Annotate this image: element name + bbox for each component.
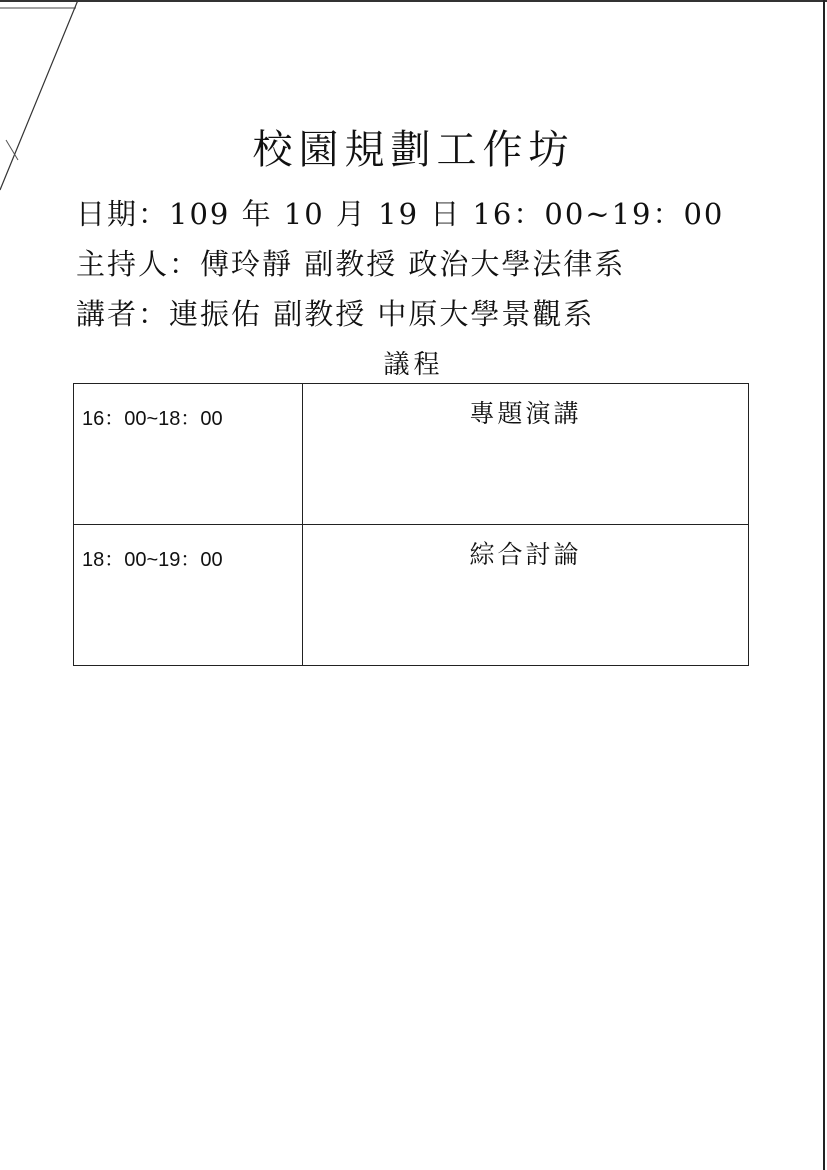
document-title: 校園規劃工作坊 (252, 127, 575, 173)
event-speaker: 講者：連振佑 副教授 中原大學景觀系 (76, 297, 595, 331)
table-row (74, 384, 749, 525)
agenda-time: 18：00~19：00 (82, 549, 223, 571)
page-top-edge (0, 0, 827, 2)
agenda-topic-cell (303, 525, 749, 666)
table-row (74, 525, 749, 666)
event-date: 日期：109 年 10 月 19 日 16：00~19：00 (76, 197, 725, 231)
agenda-table (73, 383, 749, 666)
agenda-time: 16：00~18：00 (82, 408, 223, 430)
page-right-edge (823, 0, 825, 1170)
agenda-topic: 綜合討論 (469, 540, 582, 569)
event-host: 主持人：傅玲靜 副教授 政治大學法律系 (76, 247, 626, 281)
agenda-topic-cell (303, 384, 749, 525)
agenda-time-cell (74, 525, 303, 666)
agenda-topic: 專題演講 (469, 399, 582, 428)
agenda-time-cell (74, 384, 303, 525)
agenda-heading: 議程 (383, 350, 444, 380)
